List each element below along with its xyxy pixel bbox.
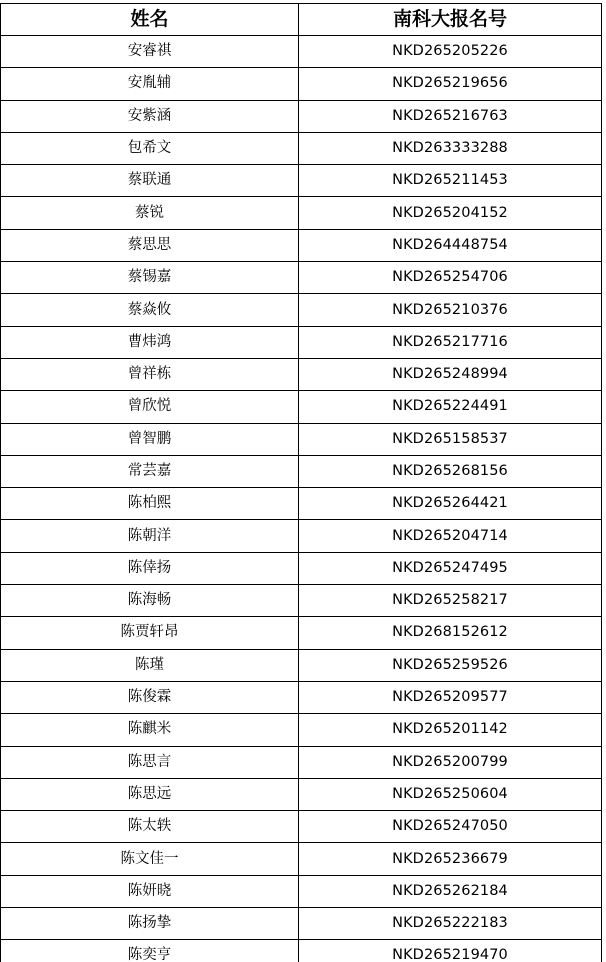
table-row [1,68,602,100]
registration-number-cell: NKD265259526 [299,649,602,681]
name-cell: 包希文 [1,132,299,164]
registration-number-cell: NKD265222183 [299,908,602,940]
registration-number-cell: NKD265210376 [299,294,602,326]
registration-number-cell: NKD265250604 [299,778,602,810]
name-cell: 蔡焱攸 [1,294,299,326]
name-cell: 曾智鹏 [1,423,299,455]
name-cell: 陈瑾 [1,649,299,681]
registration-number-cell: NKD265248994 [299,358,602,390]
name-cell: 陈奕亨 [1,940,299,962]
table-row [1,423,602,455]
table-row [1,552,602,584]
name-cell: 陈朝洋 [1,520,299,552]
registration-number-cell: NKD265262184 [299,875,602,907]
table-row [1,617,602,649]
name-cell: 陈麒米 [1,714,299,746]
table-row [1,132,602,164]
registration-number-cell: NKD265204152 [299,197,602,229]
table-row [1,229,602,261]
table-row [1,262,602,294]
table-row [1,165,602,197]
table-row [1,455,602,487]
table-row [1,326,602,358]
header-name: 姓名 [1,4,299,36]
registration-number-cell: NKD265219470 [299,940,602,962]
name-cell: 陈思言 [1,746,299,778]
table-row [1,520,602,552]
table-header [1,4,602,36]
registration-number-cell: NKD265247495 [299,552,602,584]
header-id: 南科大报名号 [299,4,602,36]
table-row [1,746,602,778]
table-row [1,36,602,68]
registration-number-cell: NKD265247050 [299,811,602,843]
table-row [1,197,602,229]
registration-number-cell: NKD265209577 [299,681,602,713]
registration-number-cell: NKD265268156 [299,455,602,487]
name-cell: 曹炜鸿 [1,326,299,358]
registration-number-cell: NKD265219656 [299,68,602,100]
table-row [1,649,602,681]
table-row [1,294,602,326]
name-cell: 曾欣悦 [1,391,299,423]
table-row [1,358,602,390]
table-row [1,100,602,132]
registration-number-cell: NKD265204714 [299,520,602,552]
registration-number-cell: NKD263333288 [299,132,602,164]
name-cell: 陈思远 [1,778,299,810]
name-cell: 安胤辅 [1,68,299,100]
registration-number-cell: NKD265224491 [299,391,602,423]
name-cell: 安睿祺 [1,36,299,68]
registration-number-cell: NKD265158537 [299,423,602,455]
name-cell: 蔡联通 [1,165,299,197]
name-cell: 陈太轶 [1,811,299,843]
table-body [1,36,602,962]
name-cell: 陈妍晓 [1,875,299,907]
header-row [1,4,602,36]
registration-number-cell: NKD265258217 [299,585,602,617]
roster-table [0,3,602,962]
table-row [1,778,602,810]
registration-number-cell: NKD265254706 [299,262,602,294]
name-cell: 陈柏熙 [1,488,299,520]
table-row [1,875,602,907]
registration-number-cell: NKD265216763 [299,100,602,132]
name-cell: 陈倖扬 [1,552,299,584]
name-cell: 陈海畅 [1,585,299,617]
registration-number-cell: NKD268152612 [299,617,602,649]
name-cell: 曾祥栋 [1,358,299,390]
table-row [1,585,602,617]
table-row [1,488,602,520]
table-row [1,940,602,962]
name-cell: 蔡锐 [1,197,299,229]
registration-number-cell: NKD265211453 [299,165,602,197]
name-cell: 陈贾轩昂 [1,617,299,649]
table-row [1,681,602,713]
table-row [1,391,602,423]
registration-number-cell: NKD265264421 [299,488,602,520]
table-row [1,811,602,843]
table-row [1,714,602,746]
name-cell: 陈扬挚 [1,908,299,940]
registration-number-cell: NKD265205226 [299,36,602,68]
name-cell: 陈文佳一 [1,843,299,875]
name-cell: 常芸嘉 [1,455,299,487]
registration-number-cell: NKD265201142 [299,714,602,746]
registration-number-cell: NKD265217716 [299,326,602,358]
name-cell: 安紫涵 [1,100,299,132]
name-cell: 蔡思思 [1,229,299,261]
registration-number-cell: NKD265236679 [299,843,602,875]
registration-number-cell: NKD264448754 [299,229,602,261]
name-cell: 蔡锡嘉 [1,262,299,294]
name-cell: 陈俊霖 [1,681,299,713]
registration-number-cell: NKD265200799 [299,746,602,778]
table-row [1,843,602,875]
table-row [1,908,602,940]
